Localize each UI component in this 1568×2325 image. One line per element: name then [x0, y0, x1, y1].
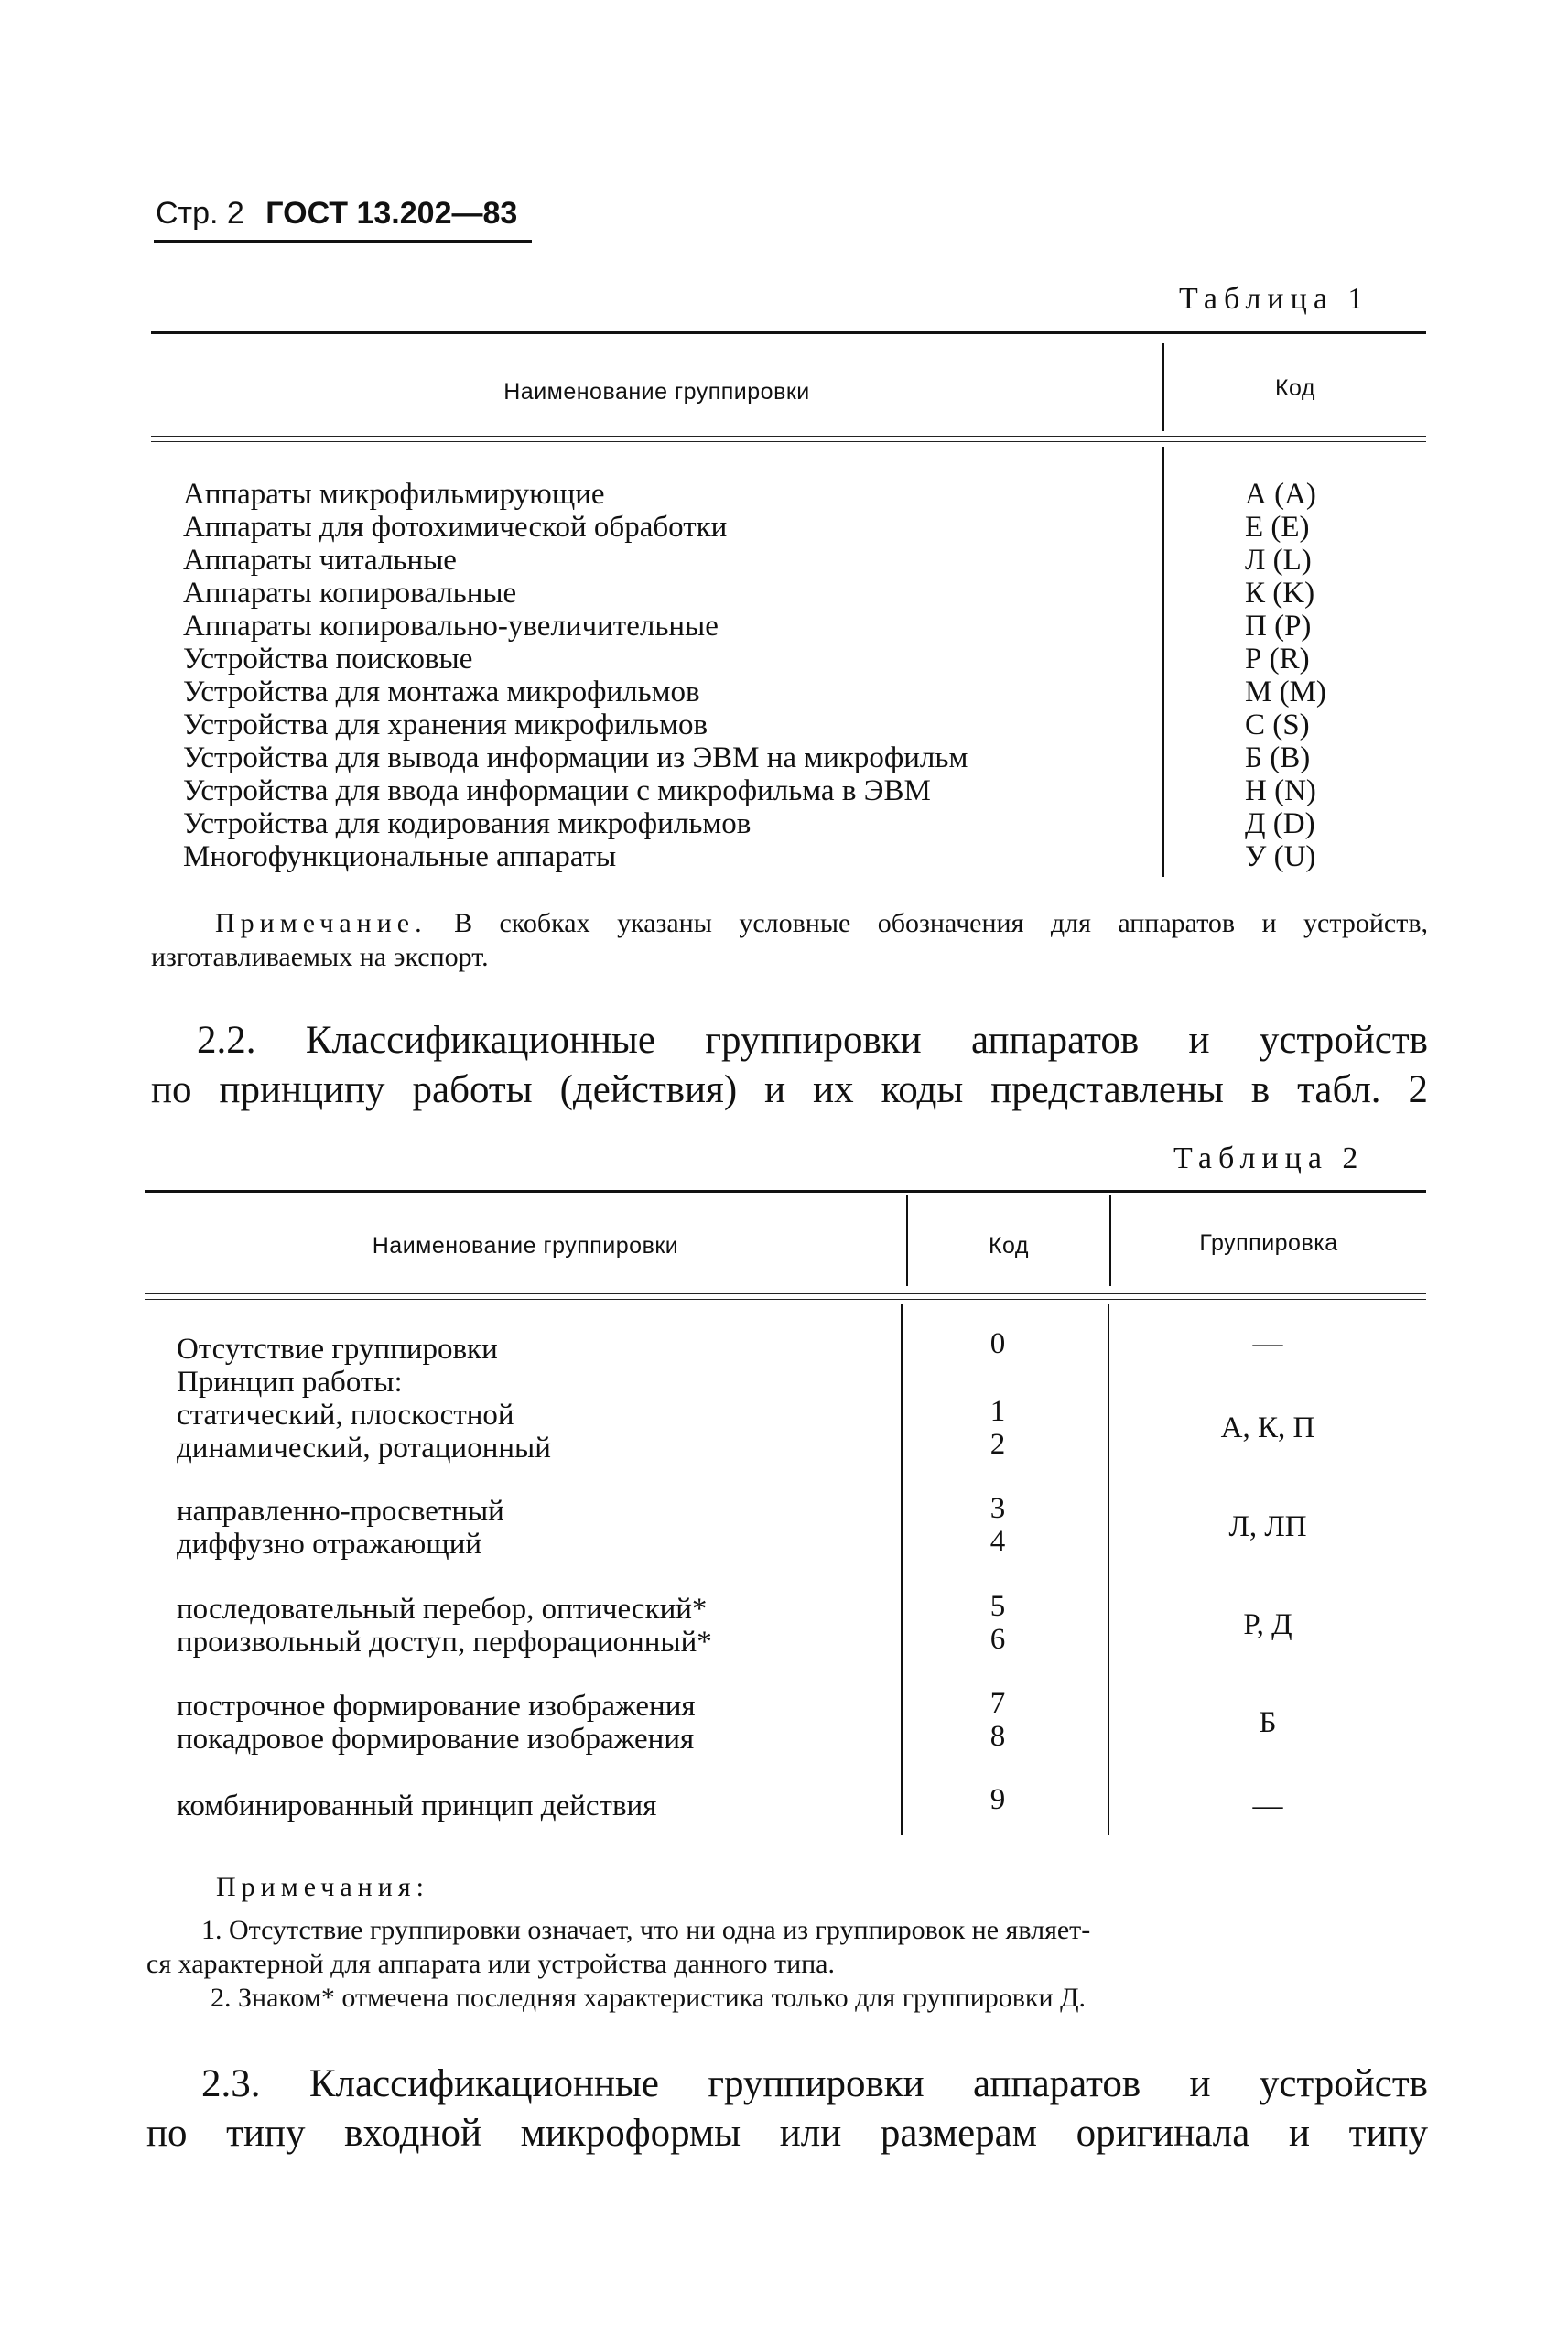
table2-row-group: — — [1252, 1327, 1283, 1360]
paragraph-2-2-line2: по принципу работы (действия) и их коды представлены в табл. 2 — [151, 1068, 1428, 1111]
table2-row-name: Отсутствие группировки — [177, 1333, 498, 1366]
table1-row-name: Устройства для кодирования микрофильмов — [183, 807, 752, 840]
table1-row-code: П (P) — [1245, 610, 1312, 643]
table2-row-code: 1 — [989, 1395, 1006, 1428]
page-label: Стр. 2 — [156, 196, 244, 231]
table2-row-name: Принцип работы: — [177, 1366, 403, 1399]
table2-row-code: 7 — [989, 1687, 1006, 1720]
table1-row-code: Б (B) — [1245, 741, 1311, 774]
table1-row-name: Устройства для хранения микрофильмов — [183, 708, 708, 741]
table1-row-code: А (A) — [1245, 478, 1316, 511]
table2-group-cell: Л, ЛП — [1228, 1510, 1307, 1543]
table1-row-name: Устройства для монтажа микрофильмов — [183, 676, 700, 708]
table2-note1-line1: 1. Отсутствие группировки означает, что ни одна из группировок не являет- — [201, 1915, 1091, 1945]
table2-row-name: построчное формирование изображения — [177, 1690, 696, 1723]
table1-note-text: В скобках указаны условные обозначения для аппаратов и устройств, изготавливаемых на экспорт. — [151, 908, 1428, 972]
table2-row-name: статический, плоскостной — [177, 1399, 514, 1432]
paragraph-2-2 — [151, 1016, 1428, 1115]
table1-row-name: Устройства для ввода информации с микрофильма в ЭВМ — [183, 774, 931, 807]
page-header — [156, 196, 517, 232]
table2-body-divider-1 — [901, 1304, 903, 1835]
table2-row-name: диффузно отражающий — [177, 1528, 482, 1561]
table2-row-code: 5 — [989, 1590, 1006, 1623]
table1-col-code: Код — [1274, 375, 1315, 401]
table2-col-group: Группировка — [1199, 1230, 1338, 1256]
table1-row-name: Устройства для вывода информации из ЭВМ на микрофильм — [183, 741, 968, 774]
table1-row-code: У (U) — [1245, 840, 1316, 873]
table1-top-rule — [151, 331, 1426, 334]
table2-notes-label — [216, 1870, 429, 1904]
table1-row-code: Д (D) — [1245, 807, 1315, 840]
table1-note-label: Примечание. — [215, 908, 427, 938]
table2-notes-label-text: Примечания: — [216, 1872, 429, 1902]
table2-row-name: направленно-просветный — [177, 1495, 504, 1528]
table1-row-name: Аппараты копировально-увеличительные — [183, 610, 719, 643]
table2-note1-line2: ся характерной для аппарата или устройства данного типа. — [146, 1949, 835, 1979]
table1-body-divider — [1162, 447, 1164, 877]
table2-top-rule — [145, 1190, 1426, 1193]
table2-col-name: Наименование группировки — [372, 1233, 679, 1259]
standard-number: ГОСТ 13.202—83 — [265, 196, 518, 231]
table2-header-rule-2 — [145, 1299, 1426, 1300]
table2-row-name: комбинированный принцип действия — [177, 1790, 657, 1822]
table2-row-name: последовательный перебор, оптический* — [177, 1593, 708, 1626]
table1-row-name: Аппараты копировальные — [183, 577, 517, 610]
table2-row-code: 2 — [989, 1428, 1006, 1461]
paragraph-2-3 — [146, 2060, 1428, 2158]
table1-row-code: М (M) — [1245, 676, 1326, 708]
table1-header-rule-1 — [151, 436, 1426, 437]
table1-row-name: Аппараты микрофильмирующие — [183, 478, 605, 511]
table2-row-group: — — [1252, 1790, 1283, 1822]
table1-body-names — [183, 478, 968, 873]
table2-header-rule-1 — [145, 1293, 1426, 1294]
table2-row-code: 4 — [989, 1525, 1006, 1558]
table2-note2: 2. Знаком* отмечена последняя характеристика только для группировки Д. — [211, 1983, 1087, 2013]
table1-header-rule-2 — [151, 441, 1426, 442]
table2-row-code: 3 — [989, 1492, 1006, 1525]
table1-row-code: К (K) — [1245, 577, 1315, 610]
table1-caption: Таблица 1 — [1179, 282, 1370, 316]
table1-row-code: Л (L) — [1245, 544, 1312, 577]
table1-row-name: Многофункциональные аппараты — [183, 840, 617, 873]
table2-row-name: покадровое формирование изображения — [177, 1723, 695, 1756]
table1-row-code: С (S) — [1245, 708, 1310, 741]
paragraph-2-2-line1: 2.2. Классификационные группировки аппаратов и устройств — [197, 1019, 1428, 1062]
table2-notes — [146, 1913, 1428, 2015]
table1-row-code: Н (N) — [1245, 774, 1316, 807]
table2-row-name: динамический, ротационный — [177, 1432, 551, 1465]
table2-row-code: 0 — [989, 1327, 1006, 1360]
table2-group-cell: Б — [1259, 1706, 1277, 1739]
table1-row-code: Р (R) — [1245, 643, 1310, 676]
table2-row-code: 8 — [989, 1720, 1006, 1753]
table2-group-cell: Р, Д — [1243, 1608, 1292, 1641]
paragraph-2-3-line2: по типу входной микроформы или размерам оригинала и типу — [146, 2112, 1428, 2155]
table1-row-name: Аппараты читальные — [183, 544, 457, 577]
table2-row-name: произвольный доступ, перфорационный* — [177, 1626, 712, 1659]
table1-note — [151, 906, 1428, 974]
table2-body-divider-2 — [1108, 1304, 1109, 1835]
table1-row-code: Е (E) — [1245, 511, 1310, 544]
table2-col-code: Код — [988, 1233, 1029, 1259]
table1-row-name: Устройства поисковые — [183, 643, 473, 676]
paragraph-2-3-line1: 2.3. Классификационные группировки аппаратов и устройств — [201, 2062, 1428, 2105]
table1-col-name: Наименование группировки — [503, 379, 810, 405]
header-rule — [154, 240, 532, 243]
table1-row-name: Аппараты для фотохимической обработки — [183, 511, 728, 544]
table2-row-code: 9 — [989, 1783, 1006, 1816]
table1-body-codes — [1245, 478, 1326, 873]
table2-row-code: 6 — [989, 1623, 1006, 1656]
table2-caption: Таблица 2 — [1173, 1141, 1365, 1175]
table2-group-cell: А, К, П — [1220, 1411, 1315, 1444]
